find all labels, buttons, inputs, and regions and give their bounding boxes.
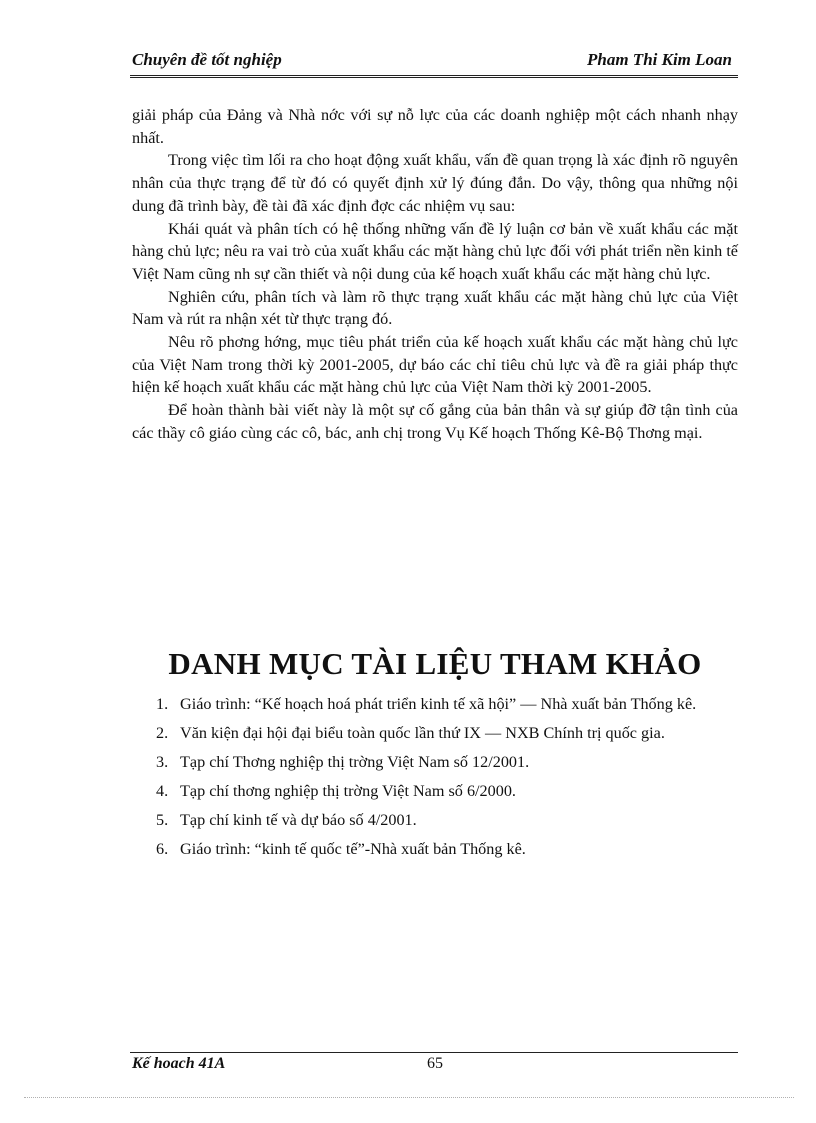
reference-number: 2.	[156, 724, 169, 742]
reference-number: 6.	[156, 840, 169, 858]
reference-item	[156, 750, 740, 775]
reference-text: Tạp chí kinh tế và dự báo số 4/2001.	[180, 811, 417, 829]
header-rule	[130, 75, 738, 78]
paragraph: Nêu rõ phơng hớng, mục tiêu phát triển của kế hoạch xuất khẩu các mặt hàng chủ lực của Việt Nam trong thời kỳ 2001-2005, dự báo các chỉ tiêu chủ lực và đề ra giải pháp thực hiện kế hoạch xuất khẩu các mặt hàng chủ lực của Việt Nam thời kỳ 2001-2005.	[132, 333, 738, 397]
reference-item	[156, 808, 740, 833]
reference-item	[156, 779, 740, 804]
reference-number: 3.	[156, 753, 169, 771]
paragraph: Để hoàn thành bài viết này là một sự cố gắng của bản thân và sự giúp đỡ tận tình của các thầy cô giáo cùng các cô, bác, anh chị trong Vụ Kế hoạch Thống Kê-Bộ Thơng mại.	[132, 401, 738, 442]
page-number: 65	[427, 1055, 443, 1072]
reference-number: 5.	[156, 811, 169, 829]
paragraph: Nghiên cứu, phân tích và làm rõ thực trạng xuất khẩu các mặt hàng chủ lực của Việt Nam và rút ra nhận xét từ thực trạng đó.	[132, 287, 738, 329]
page-bottom-dotted-line	[24, 1097, 794, 1098]
header-author: Pham Thi Kim Loan	[587, 50, 732, 69]
reference-text: Giáo trình: “kinh tế quốc tế”-Nhà xuất bản Thống kê.	[180, 840, 526, 858]
reference-text: Giáo trình: “Kế hoạch hoá phát triển kinh tế xã hội” — Nhà xuất bản Thống kê.	[180, 695, 697, 713]
reference-number: 1.	[156, 695, 169, 713]
footer-rule	[130, 1052, 738, 1053]
references-list	[156, 692, 740, 866]
page-header	[132, 50, 732, 76]
paragraph: Khái quát và phân tích có hệ thống những vấn đề lý luận cơ bản về xuất khẩu các mặt hàng chủ lực; nêu ra vai trò của xuất khẩu các mặt hàng chủ lực đối với phát triển nền kinh tế Việt Nam cũng nh sự cần thiết và nội dung của kế hoạch xuất khẩu các mặt hàng chủ lực.	[132, 219, 738, 283]
reference-number: 4.	[156, 782, 169, 800]
reference-text: Tạp chí thơng nghiệp thị trờng Việt Nam số 6/2000.	[180, 782, 516, 800]
body-text	[132, 104, 738, 445]
reference-item	[156, 837, 740, 862]
paragraph: giải pháp của Đảng và Nhà nớc với sự nỗ lực của các doanh nghiệp một cách nhanh nhạy nhất.	[132, 106, 738, 147]
reference-text: Tạp chí Thơng nghiệp thị trờng Việt Nam số 12/2001.	[180, 753, 530, 771]
paragraph: Trong việc tìm lối ra cho hoạt động xuất khẩu, vấn đề quan trọng là xác định rõ nguyên nhân của thực trạng để từ đó có quyết định xử lý đúng đắn. Do vậy, thông qua những nội dung đã trình bày, đề tài đã xác định đợc các nhiệm vụ sau:	[132, 151, 738, 215]
reference-text: Văn kiện đại hội đại biểu toàn quốc lần thứ IX — NXB Chính trị quốc gia.	[180, 724, 665, 742]
reference-item	[156, 721, 740, 746]
footer-class-label: Kế hoach 41A	[132, 1055, 226, 1072]
page-footer	[132, 1055, 738, 1079]
references-title: DANH MỤC TÀI LIỆU THAM KHẢO	[168, 646, 702, 681]
reference-item	[156, 692, 740, 717]
header-document-type: Chuyên đề tốt nghiệp	[132, 50, 282, 69]
